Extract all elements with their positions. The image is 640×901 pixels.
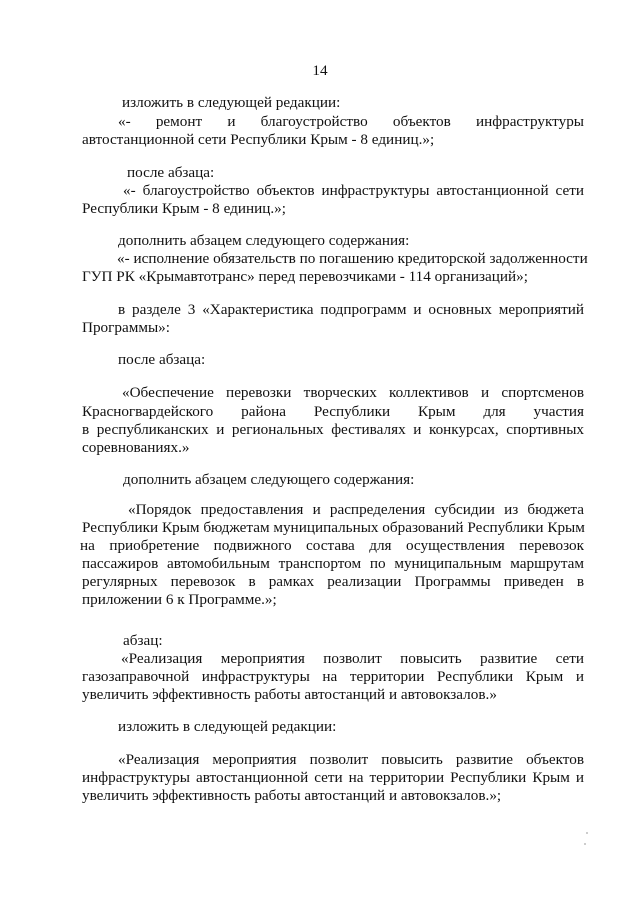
text-line: ГУП РК «Крымавтотранс» перед перевозчиками - 114 организаций»; (82, 268, 528, 285)
scan-speck (584, 843, 586, 845)
text-line: автостанционной сети Республики Крым - 8 единиц.»; (82, 131, 435, 148)
text-line: приложении 6 к Программе.»; (82, 591, 277, 608)
text-line: «- ремонт и благоустройство объектов инфраструктуры (118, 113, 584, 130)
text-line: изложить в следующей редакции: (118, 718, 337, 735)
text-line: увеличить эффективность работы автостанций и автовокзалов.» (82, 686, 497, 703)
text-line: изложить в следующей редакции: (122, 94, 341, 111)
text-line: в республиканских и региональных фестивалях и конкурсах, спортивных (82, 421, 584, 438)
text-line: Республики Крым - 8 единиц.»; (82, 200, 286, 217)
text-line: на приобретение подвижного состава для осуществления перевозок (80, 537, 584, 554)
text-line: абзац: (123, 632, 163, 649)
page-number: 14 (312, 62, 328, 79)
text-line: «- исполнение обязательств по погашению кредиторской задолженности (117, 250, 588, 267)
text-line: соревнованиях.» (82, 439, 190, 456)
text-line: дополнить абзацем следующего содержания: (118, 232, 410, 249)
text-line: в разделе 3 «Характеристика подпрограмм и основных мероприятий (118, 301, 584, 318)
text-line: пассажиров автомобильным транспортом по муниципальным маршрутам (82, 555, 584, 572)
scan-speck (586, 832, 588, 834)
text-line: «Порядок предоставления и распределения субсидии из бюджета (128, 501, 584, 518)
text-line: Программы»: (82, 319, 170, 336)
text-line: регулярных перевозок в рамках реализации Программы приведен в (82, 573, 584, 590)
text-line: увеличить эффективность работы автостанций и автовокзалов.»; (82, 787, 502, 804)
text-line: «- благоустройство объектов инфраструктуры автостанционной сети (123, 182, 584, 199)
text-line: «Реализация мероприятия позволит повысить развитие сети (121, 650, 584, 667)
text-line: после абзаца: (118, 351, 206, 368)
text-line: Республики Крым бюджетам муниципальных образований Республики Крым (82, 519, 585, 536)
text-line: дополнить абзацем следующего содержания: (123, 471, 415, 488)
text-line: газозаправочной инфраструктуры на территории Республики Крым и (82, 668, 584, 685)
text-line: «Реализация мероприятия позволит повысить развитие объектов (118, 751, 584, 768)
text-line: «Обеспечение перевозки творческих коллективов и спортсменов (122, 384, 584, 401)
text-line: после абзаца: (127, 164, 215, 181)
text-line: инфраструктуры автостанционной сети на территории Республики Крым и (82, 769, 584, 786)
text-line: Красногвардейского района Республики Крым для участия (82, 403, 584, 420)
